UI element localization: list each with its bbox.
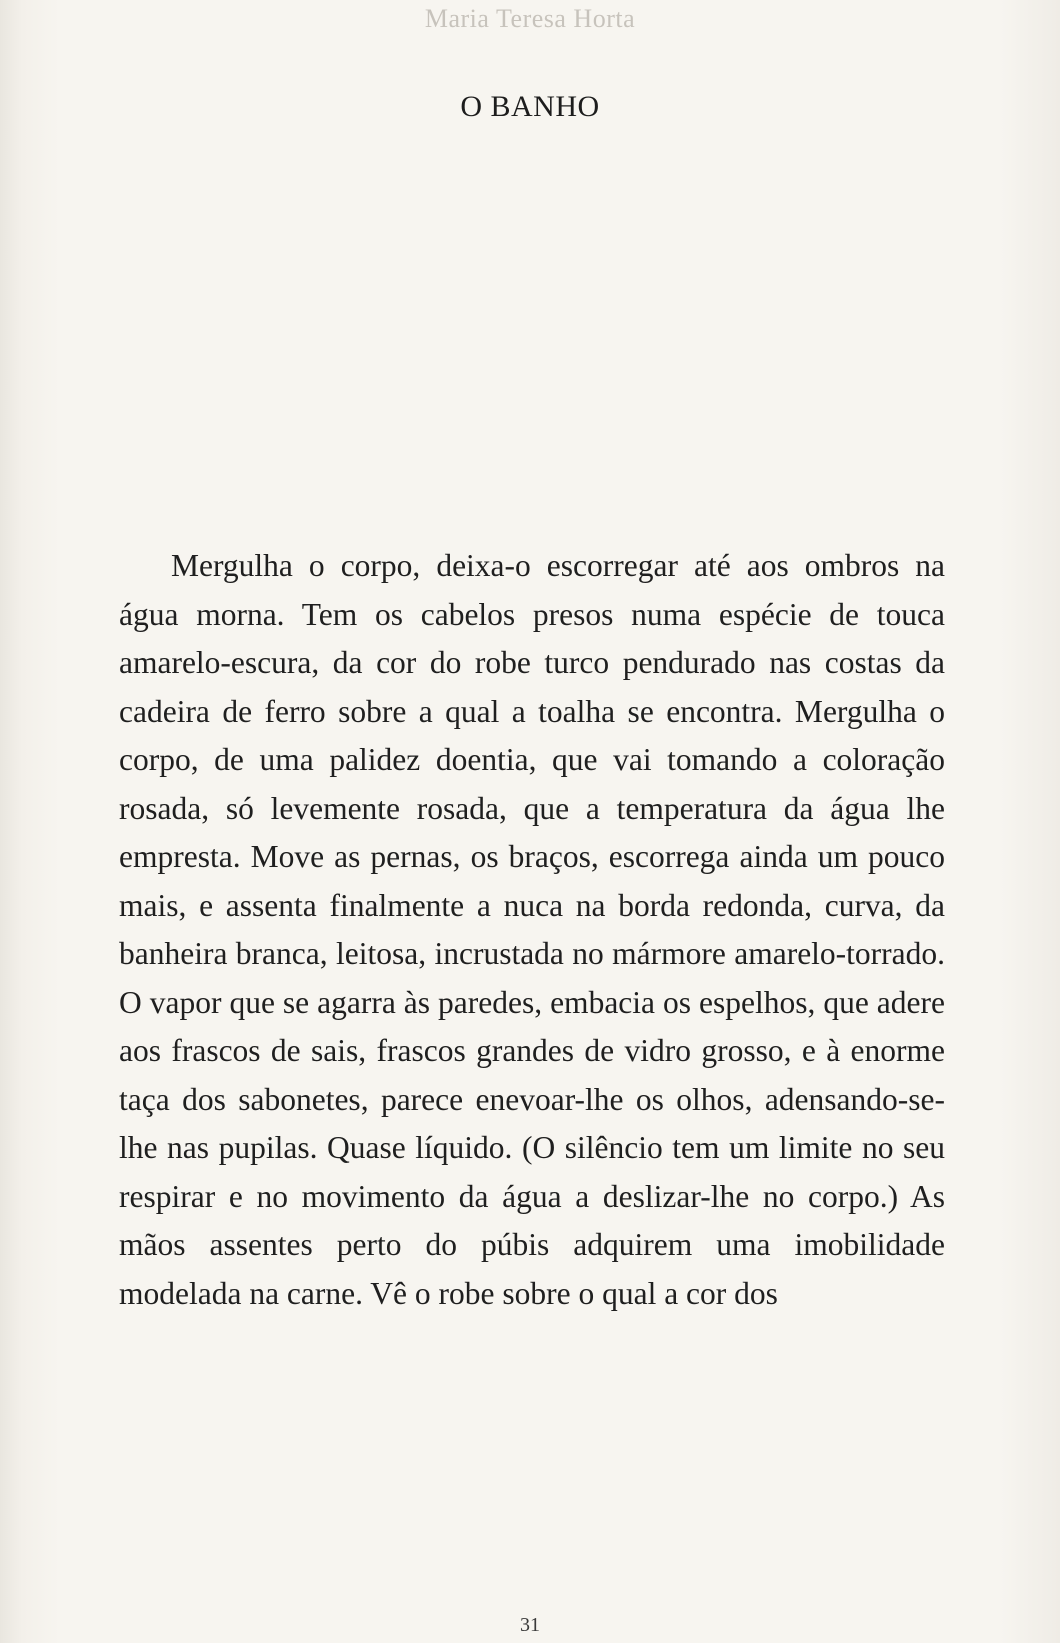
running-header: Maria Teresa Horta: [424, 4, 636, 33]
chapter-title: O BANHO: [460, 90, 600, 123]
page-number: 31: [520, 1614, 540, 1636]
body-paragraph: Mergulha o corpo, deixa-o escorregar até aos ombros na água morna. Tem os cabelos presos numa espécie de touca amarelo-escura, da cor do robe turco pendurado nas costas da cadeira de ferro sobre a qual a toalha se encontra. Mergulha o corpo, de uma palidez doentia, que vai tomando a coloração rosada, só levemente rosada, que a temperatura da água lhe empresta. Move as pernas, os braços, escorrega ainda um pouco mais, e assenta finalmente a nuca na borda redonda, curva, da banheira branca, leitosa, incrustada no mármore amarelo-torrado. O vapor que se agarra às paredes, embacia os espelhos, que adere aos frascos de sais, frascos grandes de vidro grosso, e à enorme taça dos sabonetes, parece enevoar-lhe os olhos, adensando-se-lhe nas pupilas. Quase líquido. (O silêncio tem um limite no seu respirar e no movimento da água a deslizar-lhe no corpo.) As mãos assentes perto do púbis adquirem uma imobilidade modelada na carne. Vê o robe sobre o qual a cor dos: [119, 548, 945, 1311]
